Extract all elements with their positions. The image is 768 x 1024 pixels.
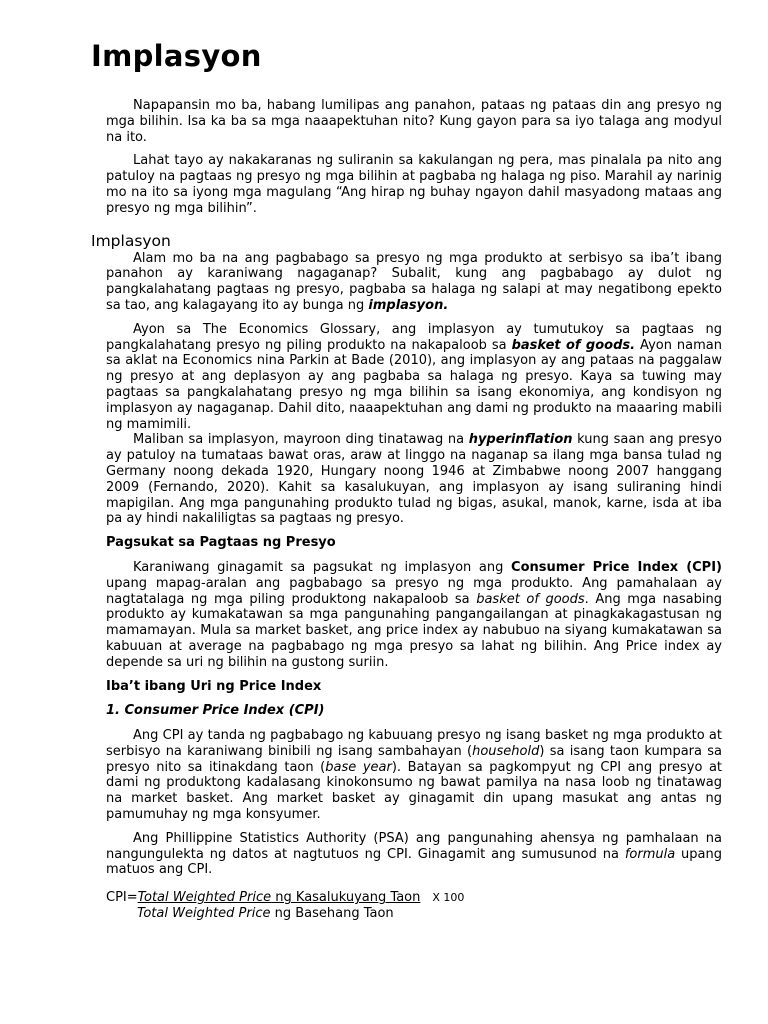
- section3-paragraph-1: [106, 728, 722, 823]
- term-basket-of-goods: basket of goods.: [511, 337, 636, 353]
- section2-paragraph-1: [106, 560, 722, 671]
- formula-denominator-line: [106, 906, 722, 922]
- term-base-year: base year: [325, 759, 392, 775]
- intro-paragraph-2: Lahat tayo ay nakakaranas ng suliranin sa kakulangan ng pera, mas pinalala pa nito ang patuloy na pagtaas ng presyo ng mga bilihin at pagbaba ng halaga ng piso. Marahil ay narinig mo na ito sa iyong mga magulang “Ang hirap ng buhay ngayon dahil masyadong mataas ang presyo ng mga bilihin”.: [106, 153, 722, 216]
- cpi-formula: [106, 890, 722, 922]
- term-household: household: [472, 743, 540, 759]
- term-hyperinflation: hyperinflation: [468, 432, 573, 448]
- term-formula: formula: [624, 846, 676, 862]
- formula-denominator-rest: ng Basehang Taon: [270, 906, 394, 922]
- section1-p3-text-b: kung saan ang presyo ay patuloy na tumataas bawat oras, araw at linggo na naganap sa ilang mga bansa tulad ng Germany noong dekada 1920, Hungary noong 1946 at Zimbabwe noong 2007 hanggang 2009 (Fernando, 2020). Kahit sa kasalukuyan, ang implasyon ay isang suliraning hindi mapigilan. Ang mga pangunahing produkto tulad ng bigas, asukal, manok, karne, isda at iba pa ay hindi nakaliligtas sa pagtaas ng presyo.: [106, 432, 722, 527]
- section1-p3-text-a: Maliban sa implasyon, mayroon ding tinatawag na: [133, 432, 469, 448]
- section2-p1-text-a: Karaniwang ginagamit sa pagsukat ng implasyon ang: [133, 559, 512, 575]
- formula-numerator: [138, 890, 421, 905]
- term-implasyon: implasyon.: [368, 297, 449, 313]
- section1-p2-text-a: Ayon sa The Economics Glossary, ang implasyon ay tumutukoy sa pagtaas ng pangkalahatang presyo ng piling produkto na nakapaloob sa: [106, 321, 722, 353]
- section-heading-pagsukat: Pagsukat sa Pagtaas ng Presyo: [106, 535, 336, 551]
- section3-p2-text-a: Ang Phillippine Statistics Authority (PSA) ang pangunahing ahensya ng pamhalaan na nangungulekta ng datos at nagtutuos ng CPI. Ginagamit ang sumusunod na: [106, 830, 722, 862]
- section1-p1-text: Alam mo ba na ang pagbabago sa presyo ng mga produkto at serbisyo sa iba’t ibang panahon ay karaniwang nagaganap? Subalit, kung ang pagbabago ay dulot ng pangkalahatang pagtaas ng presyo, pagbaba sa halaga ng salapi at may negatibong epekto sa tao, ang kalagayang ito ay bunga ng: [106, 250, 722, 313]
- formula-prefix: CPI=: [106, 890, 138, 906]
- section-heading-price-index: Iba’t ibang Uri ng Price Index: [106, 678, 322, 694]
- formula-denominator-italic: Total Weighted Price: [137, 906, 271, 922]
- formula-numerator-line: [106, 890, 722, 906]
- section1-p2-text-b: Ayon naman sa aklat na Economics nina Parkin at Bade (2010), ang implasyon ay ang pataas na paggalaw ng presyo at ang deplasyon ay ang pagbaba sa halaga ng presyo. Kaya sa tuwing may pagtaas sa pangkalahatang presyo ng mga bilihin sa isang ekonomiya, ang kondisyon ng implasyon ay nagaganap. Dahil dito, naaapektuhan ang dami ng produkto na maaaring mabili ng mamimili.: [106, 337, 722, 432]
- document-body: [91, 98, 723, 922]
- formula-multiplier: X 100: [432, 891, 465, 905]
- section1-paragraph-3: [106, 432, 722, 527]
- formula-numerator-rest: ng Kasalukuyang Taon: [271, 890, 421, 906]
- section1-paragraph-2: [106, 322, 722, 433]
- formula-numerator-italic: Total Weighted Price: [137, 890, 272, 906]
- section3-paragraph-2: [106, 831, 722, 878]
- sub-heading-cpi: 1. Consumer Price Index (CPI): [106, 703, 325, 719]
- section3-p1-text-b: ) sa isang taon kumpara sa presyo nito sa itinakdang taon (: [106, 743, 722, 775]
- term-cpi: Consumer Price Index (CPI): [511, 559, 722, 575]
- section2-p1-text-c: . Ang mga nasabing produkto ay kumakatawan sa mga pangunahing pangangailangan at pinagkakagastusan ng mamamayan. Mula sa market basket, ang price index ay nabubuo na siyang kumakatawan sa kabuuan at average na pagbabago ng mga presyo sa lahat ng bilihin. Ang Price index ay depende sa uri ng bilihin na gustong suriin.: [106, 591, 722, 670]
- section1-paragraph-1: [106, 251, 722, 314]
- section3-p1-text-a: Ang CPI ay tanda ng pagbabago ng kabuuang presyo ng isang basket ng mga produkto at serbisyo na karaniwang binibili ng isang sambahayan (: [106, 728, 722, 759]
- section3-p1-text-c: ). Batayan sa pagkompyut ng CPI ang presyo at dami ng produktong kadalasang kinokonsumo ng bawat pamilya na nasa loob ng tinatawag na market basket. Ang market basket ay ginagamit din upang masukat ang antas ng pamumuhay ng mga konsyumer.: [106, 759, 723, 823]
- intro-paragraph-1: Napapansin mo ba, habang lumilipas ang panahon, pataas ng pataas din ang presyo ng mga bilihin. Isa ka ba sa mga naaapektuhan nito? Kung gayon para sa iyo talaga ang modyul na ito.: [106, 98, 722, 145]
- term-basket-of-goods-2: basket of goods: [476, 591, 585, 607]
- section2-p1-text-b: upang mapag-aralan ang pagbabago sa presyo ng mga produkto. Ang pamahalaan ay nagtatalaga ng mga piling produktong nakapaloob sa: [106, 575, 722, 607]
- section3-p2-text-b: upang matuos ang CPI.: [106, 846, 722, 878]
- page-title: Implasyon: [91, 39, 262, 73]
- section-heading-implasyon: Implasyon: [91, 231, 171, 250]
